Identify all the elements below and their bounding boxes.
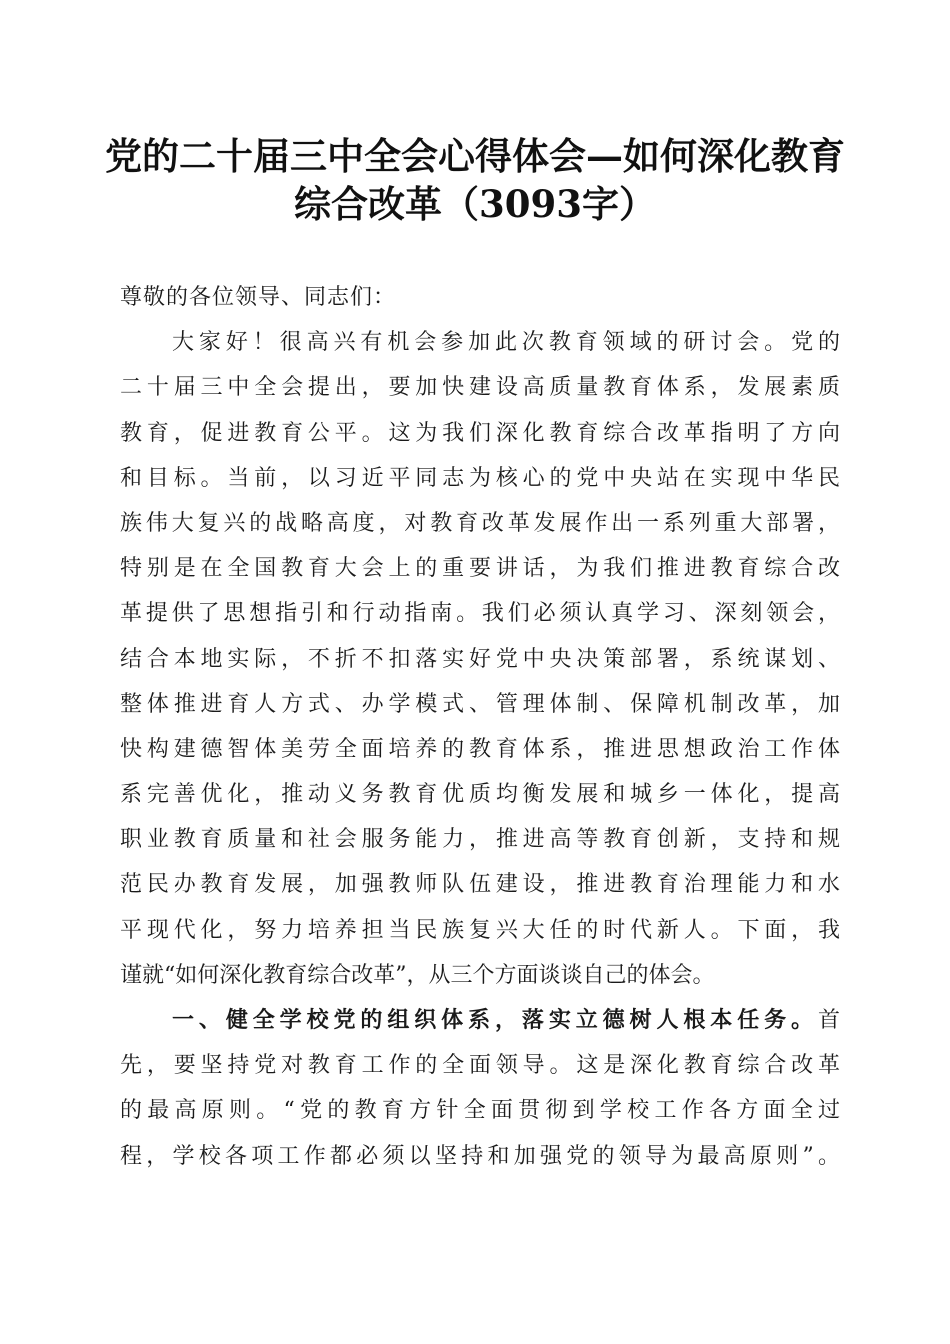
paragraph-line: 系完善优化，推动义务教育优质均衡发展和城乡一体化，提高 [120, 782, 840, 808]
paragraph-line: 职业教育质量和社会服务能力，推进高等教育创新，支持和规 [120, 827, 840, 853]
paragraph-line: 谨就“如何深化教育综合改革”，从三个方面谈谈自己的体会。 [120, 962, 715, 988]
greeting: 尊敬的各位领导、同志们： [120, 285, 397, 310]
section-1-heading-tail: 首 [817, 1008, 840, 1033]
paragraph-line: 平现代化，努力培养担当民族复兴大任的时代新人。下面，我 [120, 917, 840, 943]
paragraph-line: 程，学校各项工作都必须以坚持和加强党的领导为最高原则”。 [120, 1143, 840, 1169]
title-line-1: 党的二十届三中全会心得体会—如何深化教育 [105, 134, 845, 178]
paragraph-line: 范民办教育发展，加强教师队伍建设，推进教育治理能力和水 [120, 872, 840, 898]
paragraph-line: 教育，促进教育公平。这为我们深化教育综合改革指明了方向 [120, 420, 840, 446]
paragraph-line: 的最高原则。“党的教育方针全面贯彻到学校工作各方面全过 [120, 1098, 840, 1124]
section-1 [120, 998, 840, 1179]
paragraph-line: 快构建德智体美劳全面培养的教育体系，推进思想政治工作体 [120, 736, 840, 762]
paragraph-intro [120, 320, 840, 998]
title-line-2: 综合改革（3093字） [294, 182, 656, 226]
paragraph-line: 二十届三中全会提出，要加快建设高质量教育体系，发展素质 [120, 375, 840, 401]
section-1-heading: 一、健全学校党的组织体系，落实立德树人根本任务。 [172, 1008, 818, 1033]
document-body [120, 275, 840, 1179]
paragraph-line: 和目标。当前，以习近平同志为核心的党中央站在实现中华民 [120, 465, 840, 491]
section-1-first-line [120, 998, 840, 1043]
paragraph-line: 族伟大复兴的战略高度，对教育改革发展作出一系列重大部署， [120, 510, 840, 536]
paragraph-line: 结合本地实际，不折不扣落实好党中央决策部署，系统谋划、 [120, 646, 840, 672]
paragraph-line: 整体推进育人方式、办学模式、管理体制、保障机制改革，加 [120, 691, 840, 717]
paragraph-line: 特别是在全国教育大会上的重要讲话，为我们推进教育综合改 [120, 556, 840, 582]
paragraph-line: 革提供了思想指引和行动指南。我们必须认真学习、深刻领会， [120, 601, 840, 627]
document-title [100, 132, 850, 228]
paragraph-line: 大家好！很高兴有机会参加此次教育领域的研讨会。党的 [172, 330, 840, 356]
paragraph-line: 先，要坚持党对教育工作的全面领导。这是深化教育综合改革 [120, 1053, 840, 1079]
